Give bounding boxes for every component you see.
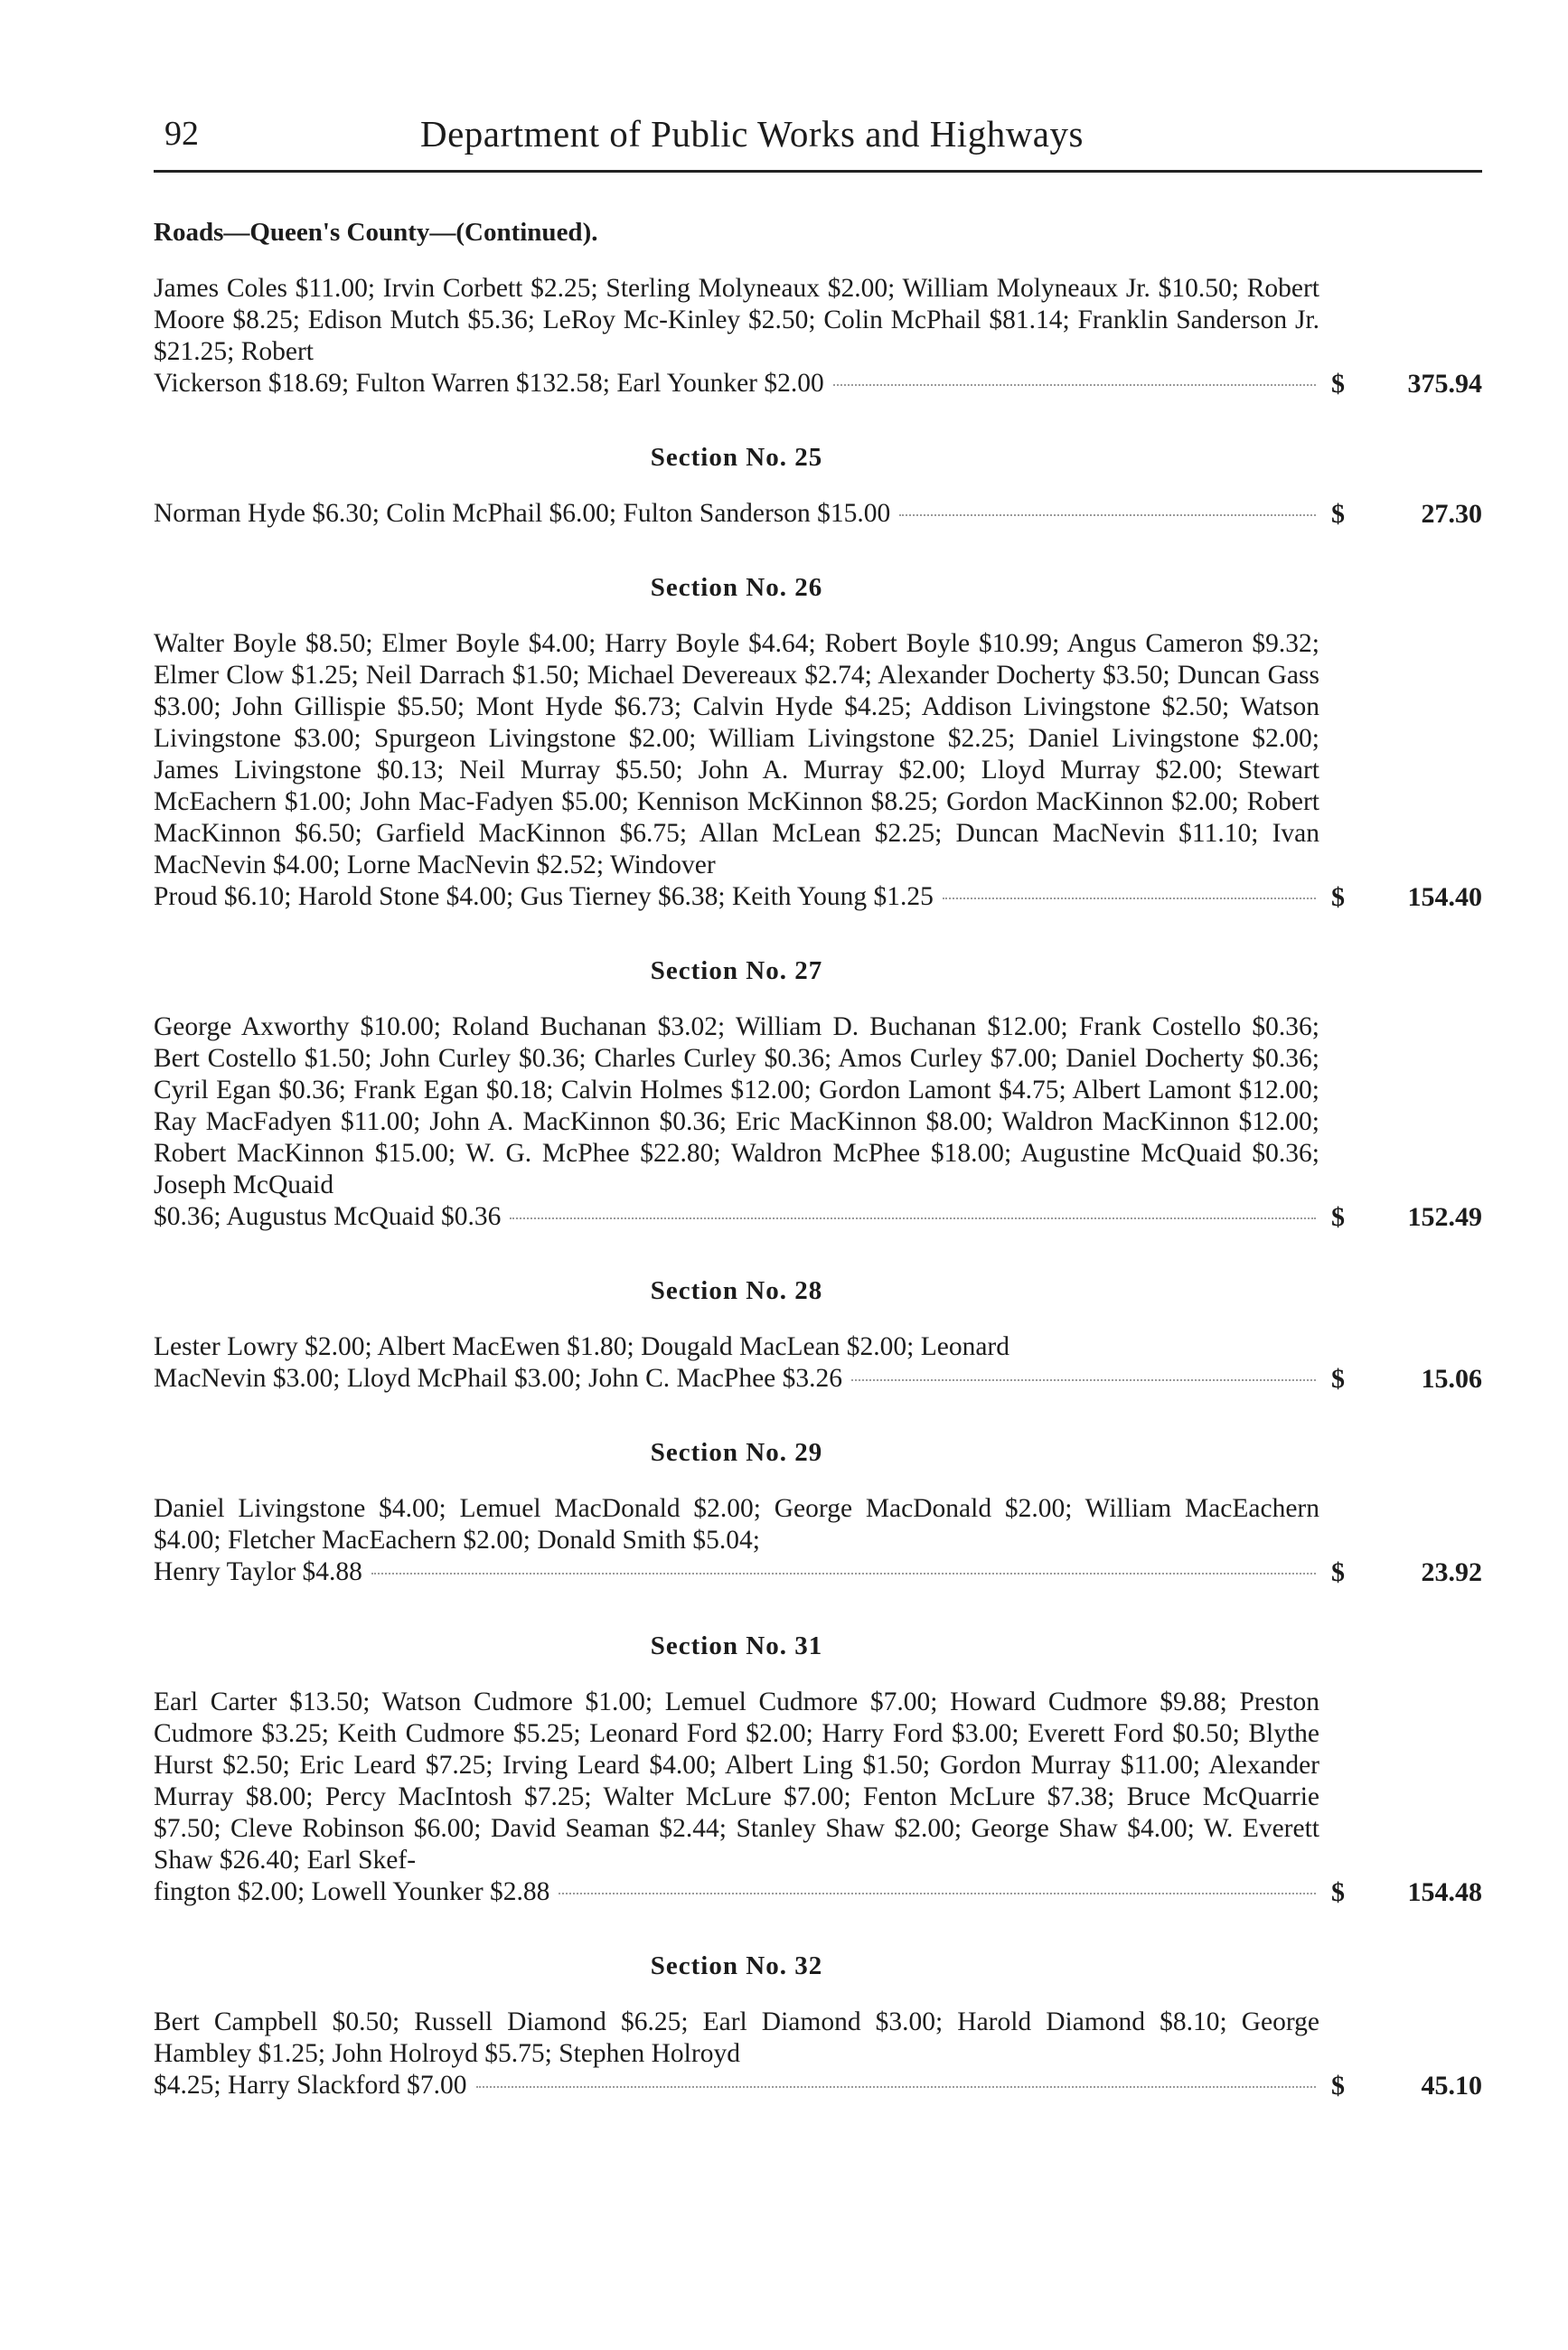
payee-last-line (154, 1201, 1319, 1233)
payee-last-line (154, 368, 1319, 400)
section-total: 154.48 (1407, 1877, 1482, 1907)
dollar-sign: $ (1331, 2071, 1345, 2101)
section-heading: Section No. 31 (650, 1631, 823, 1660)
section-entry (154, 498, 1482, 530)
payee-list: Earl Carter $13.50; Watson Cudmore $1.00; Lemuel Cudmore $7.00; Howard Cudmore $9.88; Preston Cudmore $3.25; Keith Cudmore $5.25; Leonard Ford $2.00; Harry Ford $3.00; Everett Ford $0.50; Blythe Hurst $2.50; Eric Leard $7.25; Irving Leard $4.00; Albert Ling $1.50; Gordon Murray $11.00; Alexander Murray $8.00; Percy MacIntosh $7.25; Walter McLure $7.00; Fenton McLure $7.38; Bruce McQuarrie $7.50; Cleve Robinson $6.00; David Seaman $2.44; Stanley Shaw $2.00; George Shaw $4.00; W. Everett Shaw $26.40; Earl Skef- (154, 1687, 1319, 1875)
dot-leader (371, 1573, 1316, 1574)
dot-leader (476, 2086, 1316, 2088)
payee-last-text: $0.36; Augustus McQuaid $0.36 (154, 1202, 502, 1231)
payee-list: Daniel Livingstone $4.00; Lemuel MacDonald $2.00; George MacDonald $2.00; William MacEachern $4.00; Fletcher MacEachern $2.00; Donald Smith $5.04; (154, 1494, 1319, 1555)
section-heading: Section No. 27 (650, 956, 823, 985)
section-heading: Section No. 29 (650, 1438, 823, 1467)
section-total: 15.06 (1421, 1364, 1482, 1394)
payee-last-text: Norman Hyde $6.30; Colin McPhail $6.00; Fulton Sanderson $15.00 (154, 499, 891, 528)
payee-last-line (154, 2070, 1319, 2101)
section-total: 45.10 (1421, 2071, 1482, 2101)
payee-last-text: Vickerson $18.69; Fulton Warren $132.58; Earl Younker $2.00 (154, 369, 824, 398)
dot-leader (559, 1893, 1316, 1894)
payee-list: George Axworthy $10.00; Roland Buchanan $3.02; William D. Buchanan $12.00; Frank Costello $0.36; Bert Costello $1.50; John Curley $0.36; Charles Curley $0.36; Amos Curley $7.00; Daniel Docherty $0.36; Cyril Egan $0.36; Frank Egan $0.18; Calvin Holmes $12.00; Gordon Lamont $4.75; Albert Lamont $12.00; Ray MacFadyen $11.00; John A. MacKinnon $0.36; Eric MacKinnon $8.00; Waldron MacKinnon $12.00; Robert MacKinnon $15.00; W. G. McPhee $22.80; Waldron McPhee $18.00; Augustine McQuaid $0.36; Joseph McQuaid (154, 1012, 1319, 1199)
payee-list: Walter Boyle $8.50; Elmer Boyle $4.00; Harry Boyle $4.64; Robert Boyle $10.99; Angus Cameron $9.32; Elmer Clow $1.25; Neil Darrach $1.50; Michael Devereaux $2.74; Alexander Docherty $3.50; Duncan Gass $3.00; John Gillispie $5.50; Mont Hyde $6.73; Calvin Hyde $4.25; Addison Livingstone $2.50; Watson Livingstone $3.00; Spurgeon Livingstone $2.00; William Livingstone $2.25; Daniel Livingstone $2.00; James Livingstone $0.13; Neil Murray $5.50; John A. Murray $2.00; Lloyd Murray $2.00; Stewart McEachern $1.00; John Mac-Fadyen $5.00; Kennison McKinnon $8.25; Gordon MacKinnon $2.00; Robert MacKinnon $6.50; Garfield MacKinnon $6.75; Allan McLean $2.25; Duncan MacNevin $11.10; Ivan MacNevin $4.00; Lorne MacNevin $2.52; Windover (154, 629, 1319, 879)
payee-last-text: MacNevin $3.00; Lloyd McPhail $3.00; John C. MacPhee $3.26 (154, 1364, 843, 1393)
page-number: 92 (164, 115, 199, 153)
payee-list: Bert Campbell $0.50; Russell Diamond $6.25; Earl Diamond $3.00; Harold Diamond $8.10; George Hambley $1.25; John Holroyd $5.75; Stephen Holroyd (154, 2007, 1319, 2068)
section-entry (154, 1687, 1482, 1908)
dot-leader (833, 384, 1316, 386)
dollar-sign: $ (1331, 369, 1345, 399)
section-heading: Section No. 28 (650, 1276, 823, 1305)
section-entry (154, 628, 1482, 913)
section-total: 154.40 (1407, 882, 1482, 912)
payee-list: James Coles $11.00; Irvin Corbett $2.25; Sterling Molyneaux $2.00; William Molyneaux Jr. $10.50; Robert Moore $8.25; Edison Mutch $5.36; LeRoy Mc-Kinley $2.50; Colin McPhail $81.14; Franklin Sanderson Jr. $21.25; Robert (154, 274, 1319, 366)
section-subtitle: Roads—Queen's County—(Continued). (154, 218, 598, 247)
sections-list (154, 443, 1482, 2101)
payee-last-line (154, 1363, 1319, 1395)
section-heading: Section No. 32 (650, 1951, 823, 1980)
section-heading: Section No. 26 (650, 573, 823, 602)
payee-list: Lester Lowry $2.00; Albert MacEwen $1.80; Dougald MacLean $2.00; Leonard (154, 1332, 1010, 1361)
dollar-sign: $ (1331, 1877, 1345, 1907)
payee-last-line (154, 881, 1319, 913)
dollar-sign: $ (1331, 1364, 1345, 1394)
running-title: Department of Public Works and Highways (420, 113, 1084, 155)
section-total: 27.30 (1421, 499, 1482, 529)
dot-leader (943, 898, 1316, 899)
section-total: 152.49 (1407, 1202, 1482, 1232)
payee-last-line (154, 1556, 1319, 1588)
payee-last-text: fington $2.00; Lowell Younker $2.88 (154, 1877, 550, 1906)
dot-leader (851, 1379, 1316, 1381)
dollar-sign: $ (1331, 499, 1345, 529)
section-entry (154, 1331, 1482, 1395)
section-entry (154, 2007, 1482, 2101)
section-entry (154, 1493, 1482, 1588)
payee-last-text: Proud $6.10; Harold Stone $4.00; Gus Tierney $6.38; Keith Young $1.25 (154, 882, 934, 911)
payee-last-line (154, 1876, 1319, 1908)
page-header (154, 107, 1482, 173)
dollar-sign: $ (1331, 1202, 1345, 1232)
section-entry (154, 1011, 1482, 1233)
dot-leader (510, 1217, 1316, 1219)
payee-last-line (154, 498, 1319, 530)
dot-leader (899, 514, 1316, 516)
payee-last-text: $4.25; Harry Slackford $7.00 (154, 2071, 467, 2100)
dollar-sign: $ (1331, 1557, 1345, 1587)
dollar-sign: $ (1331, 882, 1345, 912)
continued-entry (154, 273, 1482, 400)
section-heading: Section No. 25 (650, 443, 823, 472)
section-total: 23.92 (1421, 1557, 1482, 1587)
document-page (154, 107, 1482, 2312)
payee-last-text: Henry Taylor $4.88 (154, 1557, 362, 1586)
section-total: 375.94 (1407, 369, 1482, 399)
